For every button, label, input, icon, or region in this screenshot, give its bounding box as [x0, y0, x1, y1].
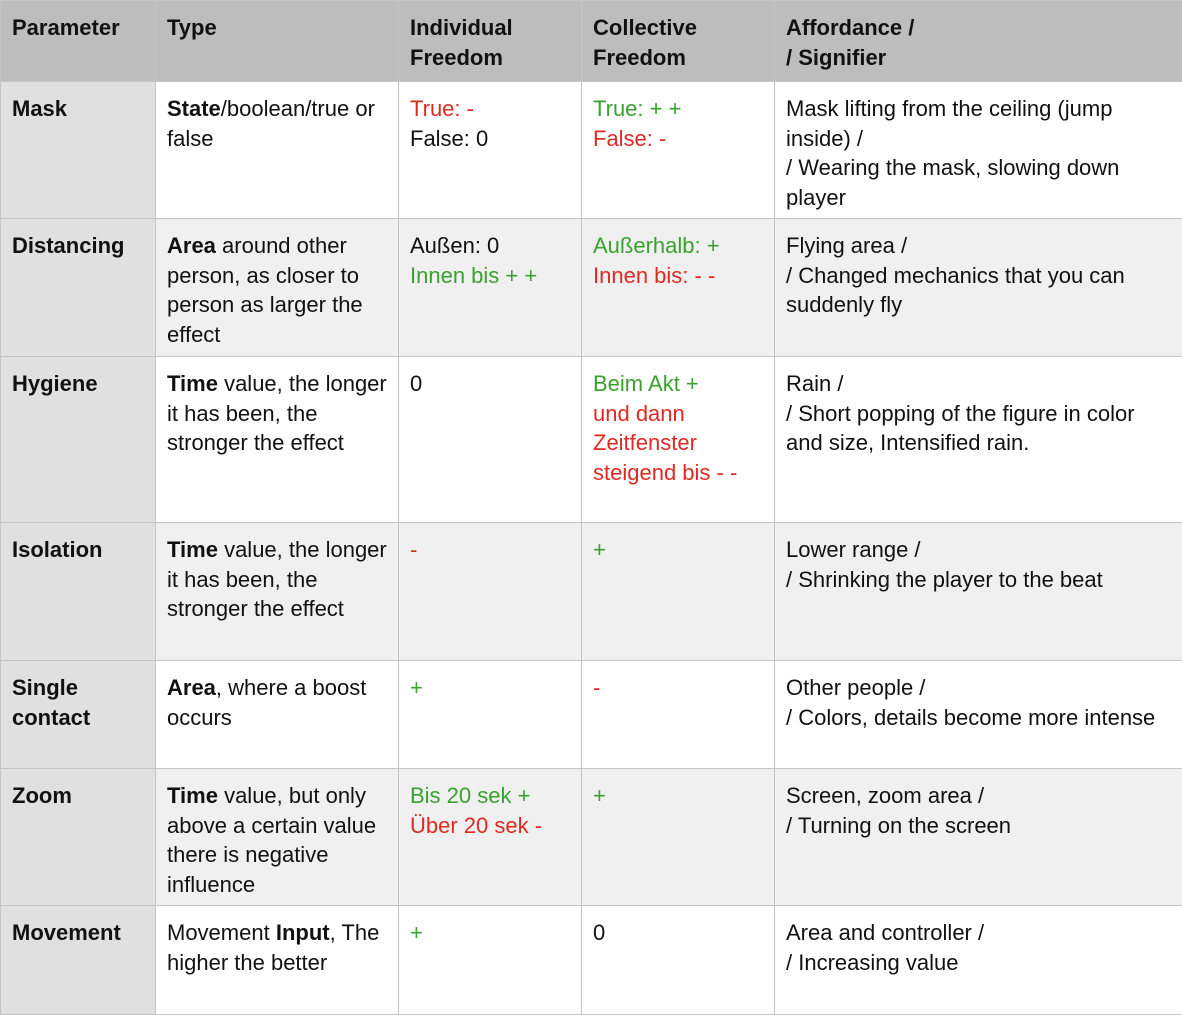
- table-row-isolation: [1, 523, 1182, 661]
- parameter-cell: Mask: [1, 82, 156, 219]
- type-cell: Movement Input, The higher the better: [156, 906, 399, 1015]
- collective-freedom-cell: [582, 357, 775, 523]
- table-row-mask: [1, 82, 1182, 219]
- value-line: und dann Zeitfenster steigend bis - -: [593, 399, 764, 488]
- value-line: Beim Akt +: [593, 369, 764, 399]
- header-row: [1, 1, 1182, 82]
- value-line: +: [593, 781, 764, 811]
- individual-freedom-cell: [399, 661, 582, 769]
- parameter-cell: Zoom: [1, 769, 156, 906]
- affordance-cell: Area and controller / / Increasing value: [775, 906, 1182, 1015]
- value-line: Außen: 0: [410, 231, 571, 261]
- type-cell: State/boolean/true or false: [156, 82, 399, 219]
- affordance-cell: Screen, zoom area / / Turning on the screen: [775, 769, 1182, 906]
- type-cell: Area around other person, as closer to person as larger the effect: [156, 219, 399, 357]
- individual-freedom-cell: [399, 769, 582, 906]
- individual-freedom-cell: [399, 357, 582, 523]
- value-line: Außerhalb: +: [593, 231, 764, 261]
- affordance-cell: Lower range / / Shrinking the player to the beat: [775, 523, 1182, 661]
- value-line: +: [410, 673, 571, 703]
- individual-freedom-cell: [399, 523, 582, 661]
- table-row-distancing: [1, 219, 1182, 357]
- parameter-cell: Movement: [1, 906, 156, 1015]
- value-line: Innen bis: - -: [593, 261, 764, 291]
- type-cell: Area, where a boost occurs: [156, 661, 399, 769]
- header-collective-freedom: Collective Freedom: [582, 1, 775, 82]
- parameter-cell: Distancing: [1, 219, 156, 357]
- value-line: 0: [410, 369, 571, 399]
- header-type: Type: [156, 1, 399, 82]
- value-line: True: -: [410, 94, 571, 124]
- type-cell: Time value, but only above a certain value there is negative influence: [156, 769, 399, 906]
- individual-freedom-cell: [399, 219, 582, 357]
- affordance-cell: Rain / / Short popping of the figure in color and size, Intensified rain.: [775, 357, 1182, 523]
- collective-freedom-cell: [582, 769, 775, 906]
- collective-freedom-cell: [582, 906, 775, 1015]
- header-individual-freedom: Individual Freedom: [399, 1, 582, 82]
- affordance-cell: Flying area / / Changed mechanics that you can suddenly fly: [775, 219, 1182, 357]
- value-line: Bis 20 sek +: [410, 781, 571, 811]
- parameter-cell: Single contact: [1, 661, 156, 769]
- header-affordance-signifier: Affordance / / Signifier: [775, 1, 1182, 82]
- table-row-single-contact: [1, 661, 1182, 769]
- value-line: True: + +: [593, 94, 764, 124]
- type-cell: Time value, the longer it has been, the stronger the effect: [156, 523, 399, 661]
- collective-freedom-cell: [582, 219, 775, 357]
- affordance-cell: Other people / / Colors, details become more intense: [775, 661, 1182, 769]
- value-line: -: [410, 535, 571, 565]
- collective-freedom-cell: [582, 82, 775, 219]
- value-line: Innen bis + +: [410, 261, 571, 291]
- individual-freedom-cell: [399, 82, 582, 219]
- collective-freedom-cell: [582, 523, 775, 661]
- parameter-cell: Isolation: [1, 523, 156, 661]
- value-line: 0: [593, 918, 764, 948]
- value-line: Über 20 sek -: [410, 811, 571, 841]
- collective-freedom-cell: [582, 661, 775, 769]
- value-line: -: [593, 673, 764, 703]
- header-parameter: Parameter: [1, 1, 156, 82]
- table-row-zoom: [1, 769, 1182, 906]
- parameter-cell: Hygiene: [1, 357, 156, 523]
- type-cell: Time value, the longer it has been, the stronger the effect: [156, 357, 399, 523]
- individual-freedom-cell: [399, 906, 582, 1015]
- value-line: False: 0: [410, 124, 571, 154]
- value-line: False: -: [593, 124, 764, 154]
- table-row-hygiene: [1, 357, 1182, 523]
- affordance-cell: Mask lifting from the ceiling (jump inside) / / Wearing the mask, slowing down player: [775, 82, 1182, 219]
- value-line: +: [593, 535, 764, 565]
- value-line: +: [410, 918, 571, 948]
- table-row-movement: [1, 906, 1182, 1015]
